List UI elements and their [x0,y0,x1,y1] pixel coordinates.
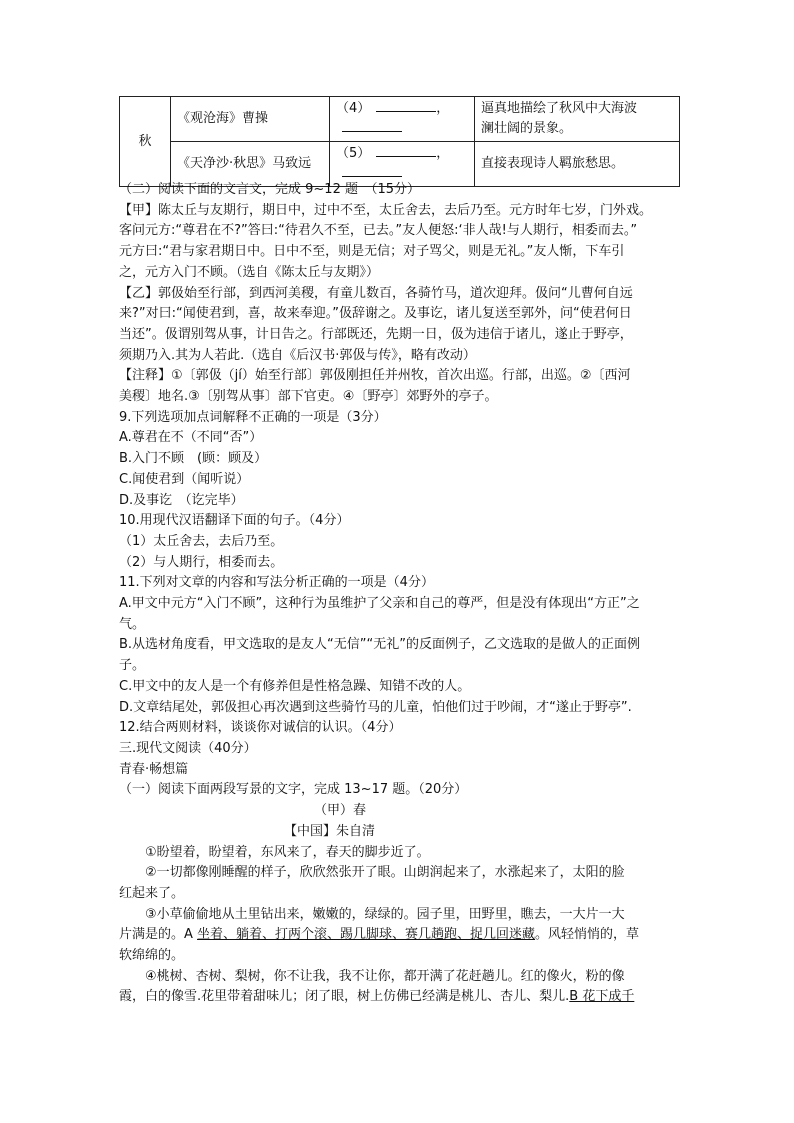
option-line: A.甲文中元方“入门不顾”，这种行为虽维护了父亲和自己的尊严，但是没有体现出“方正”之 [119,596,640,612]
passage-line: 当还”。伋谓别驾从事，计日告之。行部既还，先期一日，伋为违信于诸儿，遂止于野亭， [119,326,633,342]
table-row [120,97,680,142]
description-cell: 直接表现诗人羁旅愁思。 [475,142,680,187]
passage-line: 之，元方入门不顾。（选自《陈太丘与友期》） [119,264,380,280]
description-cell [475,97,680,142]
answer-blank-cell [330,97,475,142]
option-line: D.文章结尾处，郭伋担心再次遇到这些骑竹马的儿童，怕他们过于吵闹，才“遂止于野亭”. [119,699,632,715]
option-line: （1）太丘舍去，去后乃至。 [119,533,284,549]
option-line: C.闻使君到（闻听说） [119,471,250,487]
section-heading: （一）阅读下面两段写景的文字，完成 13~17 题。（20分） [119,782,468,798]
passage-line: 红起来了。 [119,885,185,901]
passage-line: 元方曰:“君与家君期日中。日中不至，则是无信；对子骂父，则是无礼。”友人惭，下车引 [119,244,625,260]
option-line: （2）与人期行，相委而去。 [119,554,284,570]
blank-number: （5） [336,146,371,161]
option-line: A.尊君在不（不同“否”） [119,430,263,446]
description-line: 逼真地描绘了秋风中大海波 [481,101,638,116]
blank-separator: ， [436,146,450,161]
passage-line: ②一切都像刚睡醒的样子，欣欣然张开了眼。山朗润起来了，水涨起来了，太阳的脸 [145,865,625,881]
question-line: 12.结合两则材料，谈谈你对诚信的认识。（4分） [119,720,402,736]
answer-blank[interactable] [342,119,402,132]
passage-line: 来?”对曰:“闻使君到，喜，故来奉迎。”伋辞谢之。及事讫，诸儿复送至郭外，问“使君何日 [119,306,632,322]
underlined-phrase-a: 坐着、躺着、打两个滚、踢几脚球、赛几趟跑、捉几回迷藏 [197,927,536,943]
answer-blank[interactable] [376,144,436,157]
annotation-line: 【注释】①〔郭伋（jí）始至行部〕郭伋刚担任并州牧，首次出巡。行部，出巡。②〔西河 [119,368,631,384]
option-line: D.及事讫 （讫完毕） [119,492,244,508]
passage-author: 【中国】朱自清 [284,823,376,839]
blank-number: （4） [336,101,371,116]
passage-line: 【乙】郭伋始至行部，到西河美稷，有童儿数百，各骑竹马，道次迎拜。伋问“儿曹何自远 [119,285,633,301]
passage-line: ③小草偷偷地从土里钻出来，嫩嫩的，绿绿的。园子里，田野里，瞧去，一大片一大 [145,906,625,922]
section-heading: （二）阅读下面的文言文，完成 9~12 题 （15分） [119,182,421,197]
passage-line: 客问元方:“尊君在不?”答曰:“待君久不至，已去。”友人便怒:‘非人哉!与人期行，相委而去。” [119,223,638,239]
option-line: 气。 [119,616,146,632]
passage-line: 片满是的。A 坐着、躺着、打两个滚、踢几脚球、赛几趟跑、捉几回迷藏。风轻悄悄的，草 [119,927,640,943]
poem-title-cell: 《天净沙·秋思》马致远 [171,142,330,187]
section-subheading: 青春·畅想篇 [119,761,189,777]
passage-line: 【甲】陈太丘与友期行，期日中，过中不至，太丘舍去，去后乃至。元方时年七岁，门外戏。 [119,202,653,218]
description-line: 澜壮阔的景象。 [481,121,573,136]
question-line: 10.用现代汉语翻译下面的句子。（4分） [119,513,350,529]
answer-blank[interactable] [376,99,436,112]
passage-line: 须期乃入.其为人若此.（选自《后汉书·郭伋与传》，略有改动） [119,347,476,363]
underlined-phrase-b: B 花下成千 [569,989,635,1005]
blank-separator: ， [436,101,450,116]
answer-blank[interactable] [342,164,402,177]
passage-line: ①盼望着，盼望着，东风来了，春天的脚步近了。 [145,844,430,860]
section-heading: 三.现代文阅读（40分） [119,740,257,756]
option-line: B.入门不顾 (顾：顾及） [119,451,268,467]
option-line: C.甲文中的友人是一个有修养但是性格急躁、知错不改的人。 [119,678,471,694]
poem-table [119,96,680,187]
passage-line: 霞，白的像雪.花里带着甜味儿；闭了眼，树上仿佛已经满是桃儿、杏儿、梨儿.B 花下成千 [119,989,635,1005]
season-cell: 秋 [120,97,171,187]
option-line: B.从选材角度看，甲文选取的是友人“无信”“无礼”的反面例子，乙文选取的是做人的正面例 [119,637,640,653]
exam-text [119,180,685,1008]
option-line: 子。 [119,658,146,674]
annotation-line: 美稷〕地名.③〔别驾从事〕部下官吏。④〔野亭〕郊野外的亭子。 [119,389,498,405]
passage-title: （甲）春 [314,803,367,819]
poem-title-cell: 《观沧海》曹操 [171,97,330,142]
passage-line: ④桃树、杏树、梨树，你不让我，我不让你，都开满了花赶趟儿。红的像火，粉的像 [145,968,625,984]
passage-line: 软绵绵的。 [119,948,185,964]
question-line: 11.下列对文章的内容和写法分析正确的一项是（4分） [119,575,434,591]
question-line: 9.下列选项加点词解释不正确的一项是（3分） [119,409,387,425]
